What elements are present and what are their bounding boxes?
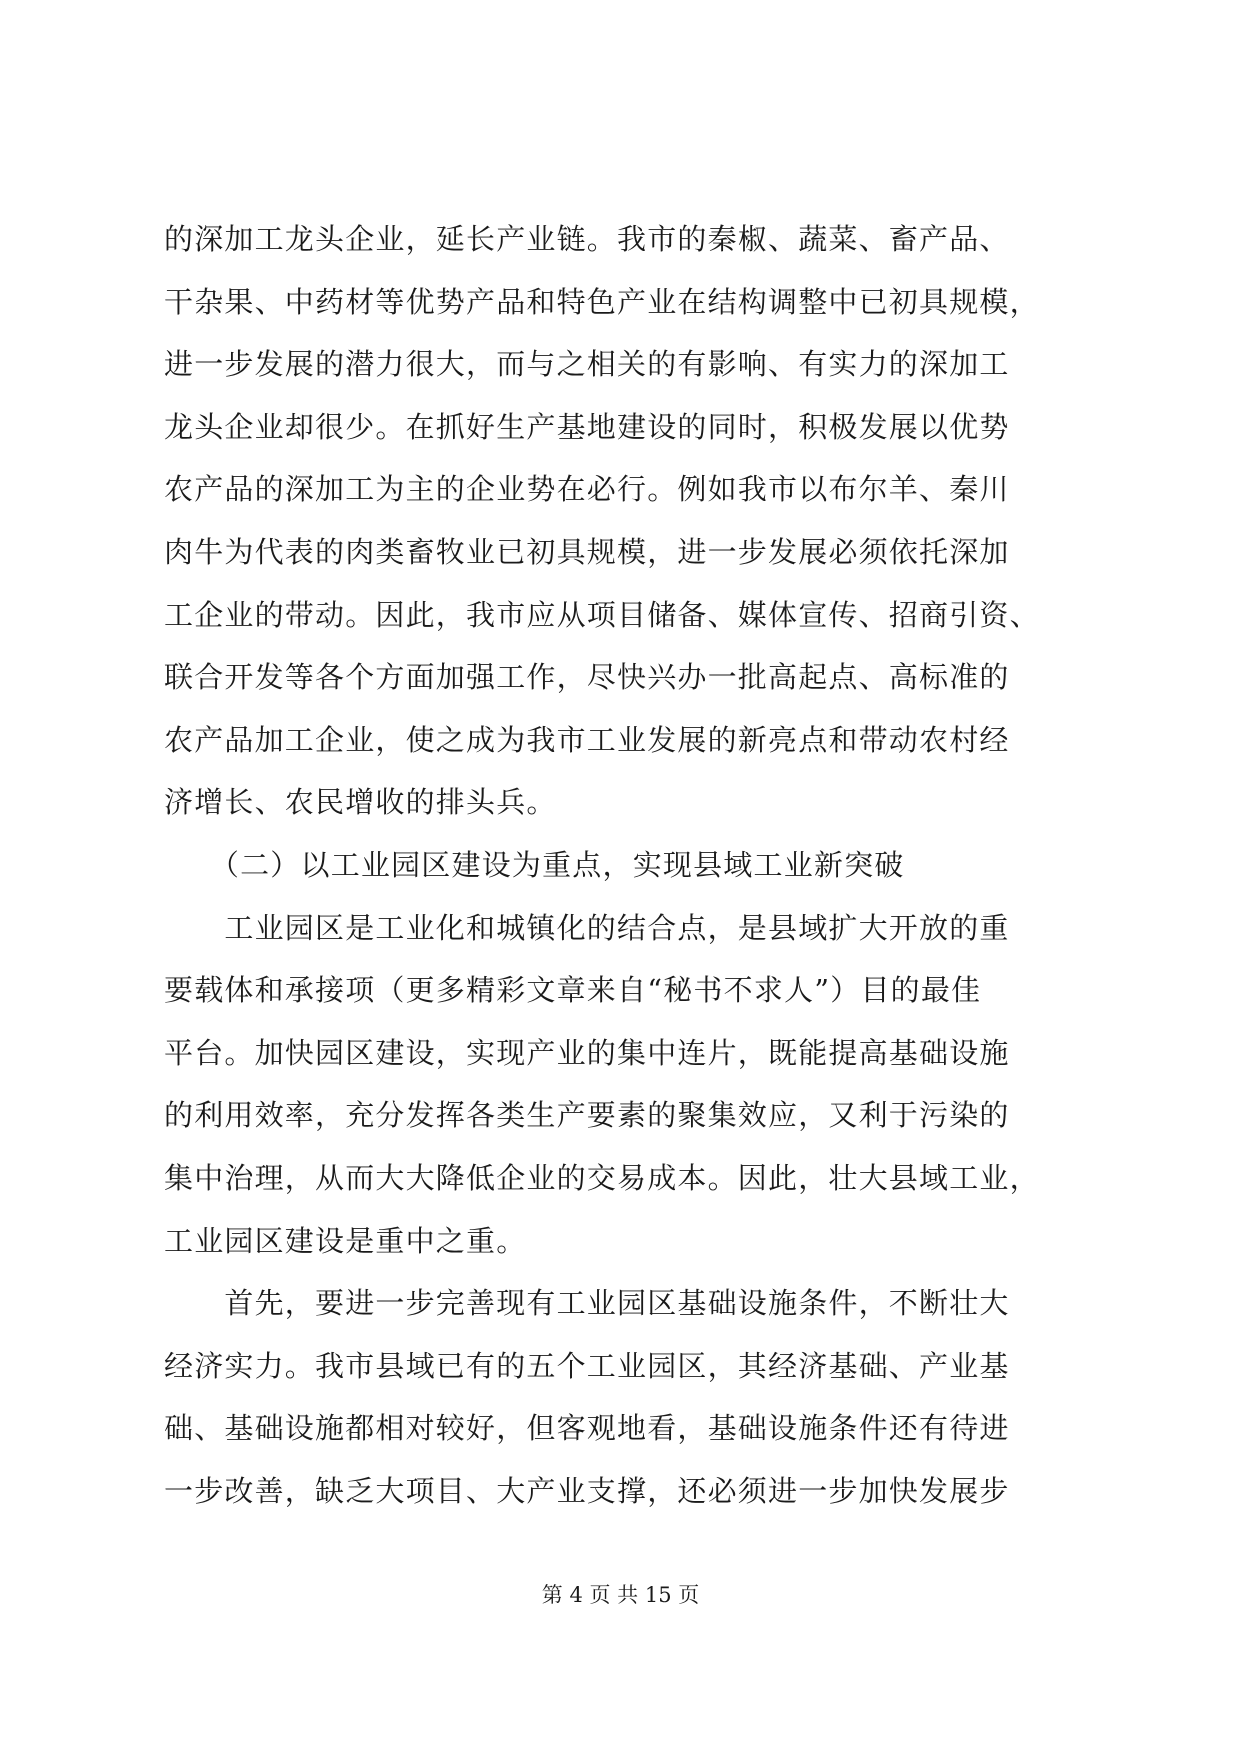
text-line: 龙头企业却很少。在抓好生产基地建设的同时，积极发展以优势 <box>164 409 1010 444</box>
text-line: 首先，要进一步完善现有工业园区基础设施条件，不断壮大 <box>164 1286 1010 1321</box>
text-line: 础、基础设施都相对较好，但客观地看，基础设施条件还有待进 <box>164 1411 1010 1446</box>
section-heading: （二）以工业园区建设为重点，实现县域工业新突破 <box>164 847 905 882</box>
page-number-footer: 第 4 页 共 15 页 <box>541 1583 700 1607</box>
text-line: 的深加工龙头企业，延长产业链。我市的秦椒、蔬菜、畜产品、 <box>164 222 1010 256</box>
text-line: 要载体和承接项（更多精彩文章来自“秘书不求人”）目的最佳 <box>164 973 982 1008</box>
text-line: 集中治理，从而大大降低企业的交易成本。因此，壮大县域工业， <box>164 1160 1040 1195</box>
text-line: 济增长、农民增收的排头兵。 <box>164 785 557 820</box>
text-line: 农产品加工企业，使之成为我市工业发展的新亮点和带动农村经 <box>164 722 1010 757</box>
text-line: 工企业的带动。因此，我市应从项目储备、媒体宣传、招商引资、 <box>164 597 1040 632</box>
text-line: 农产品的深加工为主的企业势在必行。例如我市以布尔羊、秦川 <box>164 472 1010 507</box>
text-line: 平台。加快园区建设，实现产业的集中连片，既能提高基础设施 <box>164 1035 1010 1070</box>
body-text <box>164 208 1124 1522</box>
text-line: 经济实力。我市县域已有的五个工业园区，其经济基础、产业基 <box>164 1348 1010 1383</box>
text-line: 工业园区建设是重中之重。 <box>164 1223 527 1258</box>
text-line: 干杂果、中药材等优势产品和特色产业在结构调整中已初具规模， <box>164 284 1040 319</box>
text-line: 肉牛为代表的肉类畜牧业已初具规模，进一步发展必须依托深加 <box>164 534 1010 569</box>
text-line: 进一步发展的潜力很大，而与之相关的有影响、有实力的深加工 <box>164 347 1010 382</box>
text-line: 的利用效率，充分发挥各类生产要素的聚集效应，又利于污染的 <box>164 1098 1010 1133</box>
text-line: 一步改善，缺乏大项目、大产业支撑，还必须进一步加快发展步 <box>164 1473 1010 1508</box>
text-line: 联合开发等各个方面加强工作，尽快兴办一批高起点、高标准的 <box>164 660 1010 695</box>
text-line: 工业园区是工业化和城镇化的结合点，是县域扩大开放的重 <box>164 910 1010 945</box>
